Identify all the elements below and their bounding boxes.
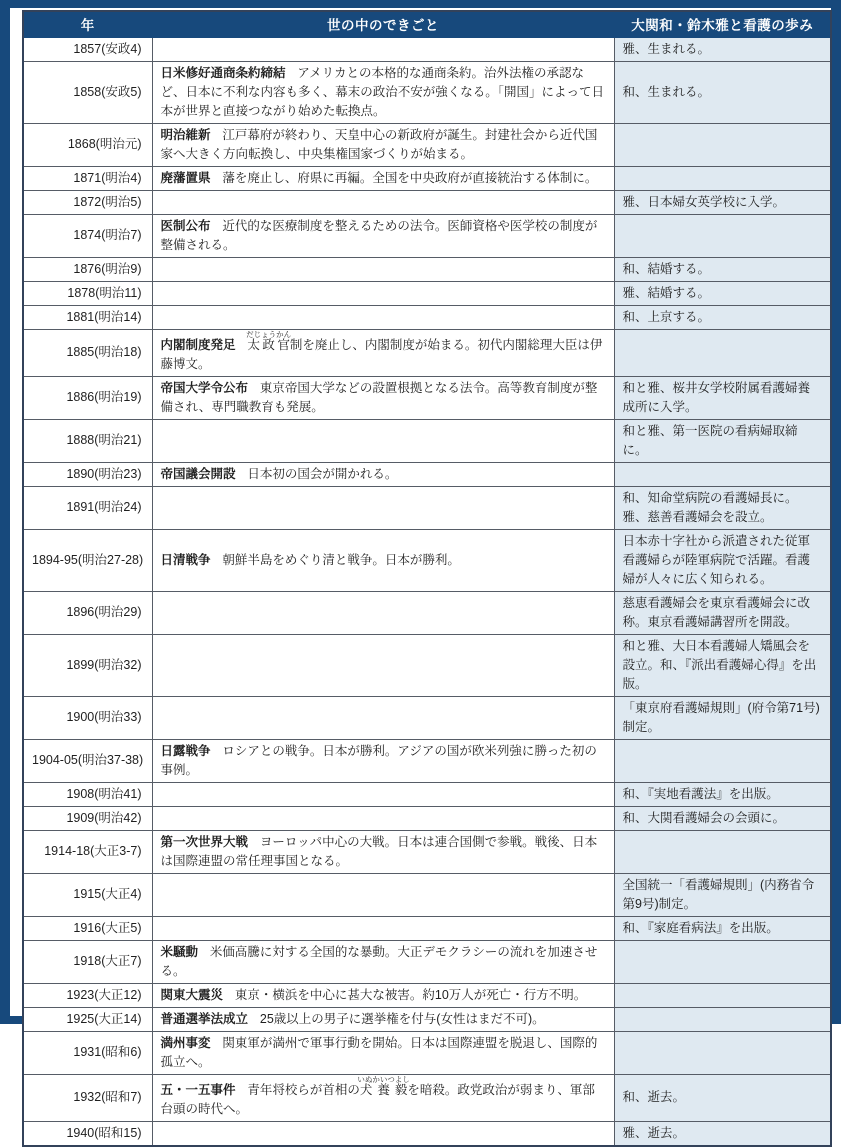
event-cell	[152, 190, 614, 214]
event-cell	[152, 782, 614, 806]
event-cell	[152, 696, 614, 739]
timeline-row	[23, 123, 831, 166]
timeline-row	[23, 281, 831, 305]
nursing-cell: 和、逝去。	[614, 1074, 831, 1121]
year-cell: 1925(大正14)	[23, 1007, 152, 1031]
event-title: 普通選挙法成立	[160, 1011, 249, 1026]
timeline-row	[23, 190, 831, 214]
year-cell: 1857(安政4)	[23, 37, 152, 61]
timeline-row	[23, 873, 831, 916]
year-cell: 1868(明治元)	[23, 123, 152, 166]
nursing-cell: 全国統一「看護婦規則」(内務省令第9号)制定。	[614, 873, 831, 916]
timeline-row	[23, 739, 831, 782]
event-cell	[152, 916, 614, 940]
event-cell	[152, 305, 614, 329]
timeline-row	[23, 1074, 831, 1121]
timeline-row	[23, 830, 831, 873]
event-title: 満州事変	[160, 1035, 211, 1050]
year-cell: 1914-18(大正3-7)	[23, 830, 152, 873]
year-cell: 1940(昭和15)	[23, 1121, 152, 1146]
event-cell	[152, 37, 614, 61]
year-cell: 1881(明治14)	[23, 305, 152, 329]
year-cell: 1871(明治4)	[23, 166, 152, 190]
nursing-cell	[614, 214, 831, 257]
nursing-cell: 「東京府看護婦規則」(府令第71号)制定。	[614, 696, 831, 739]
nursing-cell	[614, 1031, 831, 1074]
event-cell	[152, 634, 614, 696]
timeline-row	[23, 214, 831, 257]
event-cell: 帝国大学令公布 東京帝国大学などの設置根拠となる法令。高等教育制度が整備され、専門職教育も発展。	[152, 376, 614, 419]
nursing-cell: 雅、結婚する。	[614, 281, 831, 305]
event-cell: 満州事変 関東軍が満州で軍事行動を開始。日本は国際連盟を脱退し、国際的孤立へ。	[152, 1031, 614, 1074]
page-frame-right	[831, 0, 841, 1024]
timeline-row	[23, 462, 831, 486]
nursing-cell: 和と雅、第一医院の看病婦取締に。	[614, 419, 831, 462]
timeline-row	[23, 305, 831, 329]
event-cell	[152, 873, 614, 916]
event-cell: 関東大震災 東京・横浜を中心に甚大な被害。約10万人が死亡・行方不明。	[152, 983, 614, 1007]
event-cell: 米騒動 米価高騰に対する全国的な暴動。大正デモクラシーの流れを加速させる。	[152, 940, 614, 983]
nursing-cell: 雅、日本婦女英学校に入学。	[614, 190, 831, 214]
event-cell: 明治維新 江戸幕府が終わり、天皇中心の新政府が誕生。封建社会から近代国家へ大きく方向転換し、中央集権国家づくりが始まる。	[152, 123, 614, 166]
nursing-cell	[614, 739, 831, 782]
event-title: 五・一五事件	[160, 1082, 236, 1097]
year-cell: 1908(明治41)	[23, 782, 152, 806]
nursing-cell: 和、知命堂病院の看護婦長に。雅、慈善看護婦会を設立。	[614, 486, 831, 529]
event-title: 明治維新	[160, 127, 211, 142]
event-cell	[152, 1121, 614, 1146]
event-cell	[152, 591, 614, 634]
event-cell: 日露戦争 ロシアとの戦争。日本が勝利。アジアの国が欧米列強に勝った初の事例。	[152, 739, 614, 782]
timeline-row	[23, 940, 831, 983]
timeline-row	[23, 376, 831, 419]
nursing-cell: 和、大関看護婦会の会頭に。	[614, 806, 831, 830]
year-cell: 1894-95(明治27-28)	[23, 529, 152, 591]
nursing-cell	[614, 462, 831, 486]
timeline-body	[23, 37, 831, 1146]
furigana-annotation: 太政官だじょうかん	[246, 329, 292, 352]
page-frame-top	[0, 0, 841, 8]
timeline-row	[23, 486, 831, 529]
timeline-row	[23, 529, 831, 591]
nursing-cell	[614, 329, 831, 376]
timeline-row	[23, 806, 831, 830]
nursing-cell: 和、結婚する。	[614, 257, 831, 281]
year-cell: 1872(明治5)	[23, 190, 152, 214]
year-cell: 1923(大正12)	[23, 983, 152, 1007]
nursing-cell: 日本赤十字社から派遣された従軍看護婦らが陸軍病院で活躍。看護婦が人々に広く知られる。	[614, 529, 831, 591]
timeline-row	[23, 696, 831, 739]
event-cell	[152, 257, 614, 281]
nursing-cell	[614, 983, 831, 1007]
nursing-cell: 雅、生まれる。	[614, 37, 831, 61]
year-cell: 1916(大正5)	[23, 916, 152, 940]
year-cell: 1858(安政5)	[23, 61, 152, 123]
year-cell: 1932(昭和7)	[23, 1074, 152, 1121]
year-cell: 1891(明治24)	[23, 486, 152, 529]
year-cell: 1878(明治11)	[23, 281, 152, 305]
event-title: 帝国大学令公布	[160, 380, 249, 395]
year-cell: 1899(明治32)	[23, 634, 152, 696]
event-cell: 廃藩置県 藩を廃止し、府県に再編。全国を中央政府が直接統治する体制に。	[152, 166, 614, 190]
event-cell: 医制公布 近代的な医療制度を整えるための法令。医師資格や医学校の制度が整備される。	[152, 214, 614, 257]
timeline-row	[23, 166, 831, 190]
timeline-row	[23, 257, 831, 281]
event-cell	[152, 419, 614, 462]
event-cell	[152, 281, 614, 305]
nursing-cell	[614, 830, 831, 873]
year-cell: 1885(明治18)	[23, 329, 152, 376]
timeline-row	[23, 1031, 831, 1074]
nursing-cell: 慈恵看護婦会を東京看護婦会に改称。東京看護婦講習所を開設。	[614, 591, 831, 634]
event-cell: 日清戦争 朝鮮半島をめぐり清と戦争。日本が勝利。	[152, 529, 614, 591]
event-title: 日露戦争	[160, 743, 211, 758]
event-cell: 第一次世界大戦 ヨーロッパ中心の大戦。日本は連合国側で参戦。戦後、日本は国際連盟の常任理事国となる。	[152, 830, 614, 873]
event-title: 米騒動	[160, 944, 199, 959]
year-cell: 1918(大正7)	[23, 940, 152, 983]
event-cell	[152, 806, 614, 830]
timeline-row	[23, 782, 831, 806]
nursing-cell	[614, 940, 831, 983]
timeline-row	[23, 1121, 831, 1146]
event-title: 帝国議会開設	[160, 466, 236, 481]
event-title: 関東大震災	[160, 987, 224, 1002]
nursing-cell: 和、『家庭看病法』を出版。	[614, 916, 831, 940]
event-cell: 普通選挙法成立 25歳以上の男子に選挙権を付与(女性はまだ不可)。	[152, 1007, 614, 1031]
nursing-cell: 和、上京する。	[614, 305, 831, 329]
event-cell: 日米修好通商条約締結 アメリカとの本格的な通商条約。治外法権の承認など、日本に不利な内容も多く、幕末の政治不安が強くなる。「開国」によって日本が世界と直接つながり始めた転換点。	[152, 61, 614, 123]
nursing-cell: 和と雅、桜井女学校附属看護婦養成所に入学。	[614, 376, 831, 419]
event-cell	[152, 486, 614, 529]
timeline-row	[23, 634, 831, 696]
timeline-row	[23, 419, 831, 462]
event-cell: 内閣制度発足 太政官だじょうかん制を廃止し、内閣制度が始まる。初代内閣総理大臣は伊藤博文。	[152, 329, 614, 376]
furigana-annotation: 犬養毅いぬかいつよし	[357, 1074, 410, 1097]
event-cell: 五・一五事件 青年将校らが首相の犬養毅いぬかいつよしを暗殺。政党政治が弱まり、軍部台頭の時代へ。	[152, 1074, 614, 1121]
column-header-nursing: 大関和・鈴木雅と看護の歩み	[614, 11, 831, 37]
column-header-events: 世の中のできごと	[152, 11, 614, 37]
event-title: 医制公布	[160, 218, 211, 233]
timeline-row	[23, 329, 831, 376]
nursing-cell: 和、『実地看護法』を出版。	[614, 782, 831, 806]
timeline-row	[23, 61, 831, 123]
nursing-cell	[614, 123, 831, 166]
event-title: 第一次世界大戦	[160, 834, 249, 849]
year-cell: 1888(明治21)	[23, 419, 152, 462]
year-cell: 1876(明治9)	[23, 257, 152, 281]
year-cell: 1904-05(明治37-38)	[23, 739, 152, 782]
event-title: 日清戦争	[160, 552, 211, 567]
nursing-cell: 和と雅、大日本看護婦人矯風会を設立。和、『派出看護婦心得』を出版。	[614, 634, 831, 696]
timeline-row	[23, 1007, 831, 1031]
header-row	[23, 11, 831, 37]
nursing-cell: 雅、逝去。	[614, 1121, 831, 1146]
event-title: 廃藩置県	[160, 170, 211, 185]
timeline-row	[23, 983, 831, 1007]
year-cell: 1915(大正4)	[23, 873, 152, 916]
history-timeline-table	[22, 10, 832, 1147]
timeline-row	[23, 916, 831, 940]
event-title: 内閣制度発足	[160, 337, 236, 352]
column-header-year: 年	[23, 11, 152, 37]
event-title: 日米修好通商条約締結	[160, 65, 286, 80]
nursing-cell	[614, 166, 831, 190]
year-cell: 1874(明治7)	[23, 214, 152, 257]
event-cell: 帝国議会開設 日本初の国会が開かれる。	[152, 462, 614, 486]
timeline-row	[23, 591, 831, 634]
year-cell: 1931(昭和6)	[23, 1031, 152, 1074]
year-cell: 1890(明治23)	[23, 462, 152, 486]
nursing-cell	[614, 1007, 831, 1031]
year-cell: 1886(明治19)	[23, 376, 152, 419]
timeline-row	[23, 37, 831, 61]
year-cell: 1896(明治29)	[23, 591, 152, 634]
year-cell: 1909(明治42)	[23, 806, 152, 830]
year-cell: 1900(明治33)	[23, 696, 152, 739]
nursing-cell: 和、生まれる。	[614, 61, 831, 123]
page-frame-left	[0, 0, 10, 1024]
